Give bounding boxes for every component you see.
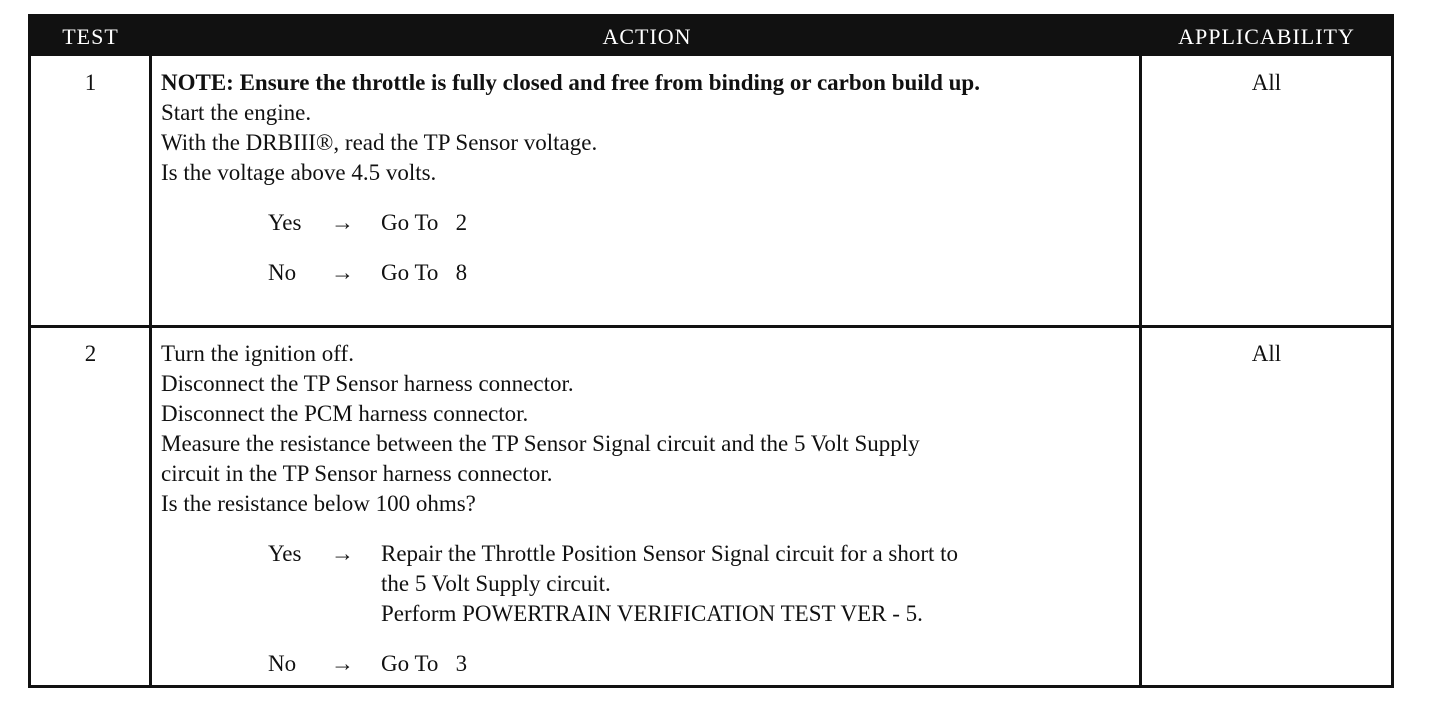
header-test: TEST [62,24,119,49]
row2-applicability: All [1251,341,1282,366]
row2-step-1: Turn the ignition off. [161,341,354,366]
row2-test-number: 2 [84,341,97,366]
row2-step-4: Measure the resistance between the TP Sensor Signal circuit and the 5 Volt Supply [161,431,920,456]
arrow-icon: → [331,210,354,235]
row-divider [31,325,1391,328]
branch-answer: No [268,260,297,285]
row1-branch-yes [161,208,1136,238]
row2-action [161,339,1136,679]
branch-result-line: Perform POWERTRAIN VERIFICATION TEST VER - 5. [381,601,923,626]
diagnostic-table [28,14,1394,688]
arrow-icon: → [331,651,354,676]
branch-result [381,539,1141,629]
branch-answer: Yes [268,210,302,235]
row1-note: NOTE: Ensure the throttle is fully closed and free from binding or carbon build up. [161,70,980,95]
row2-step-3: Disconnect the PCM harness connector. [161,401,529,426]
row1-test-number: 1 [84,70,97,95]
row2-step-5: circuit in the TP Sensor harness connector. [161,461,553,486]
arrow-icon: → [331,541,354,566]
row1-step-2: With the DRBIII®, read the TP Sensor voltage. [161,130,598,155]
row1-step-3: Is the voltage above 4.5 volts. [161,160,437,185]
row1-action [161,68,1136,288]
table-header [31,17,1391,56]
branch-answer: Yes [268,541,302,566]
row1-applicability: All [1251,70,1282,95]
branch-result: Go To 8 [381,260,468,285]
row2-step-6: Is the resistance below 100 ohms? [161,491,476,516]
branch-result: Go To 3 [381,651,468,676]
header-applicability: APPLICABILITY [1178,24,1355,49]
header-action: ACTION [602,24,692,49]
row2-step-2: Disconnect the TP Sensor harness connector. [161,371,574,396]
branch-result: Go To 2 [381,210,468,235]
row2-branch-yes [161,539,1136,629]
row1-branch-no [161,258,1136,288]
row1-step-1: Start the engine. [161,100,312,125]
arrow-icon: → [331,260,354,285]
branch-answer: No [268,651,297,676]
branch-result-line: Repair the Throttle Position Sensor Signal circuit for a short to [381,541,959,566]
branch-result-line: the 5 Volt Supply circuit. [381,571,611,596]
row2-branch-no [161,649,1136,679]
